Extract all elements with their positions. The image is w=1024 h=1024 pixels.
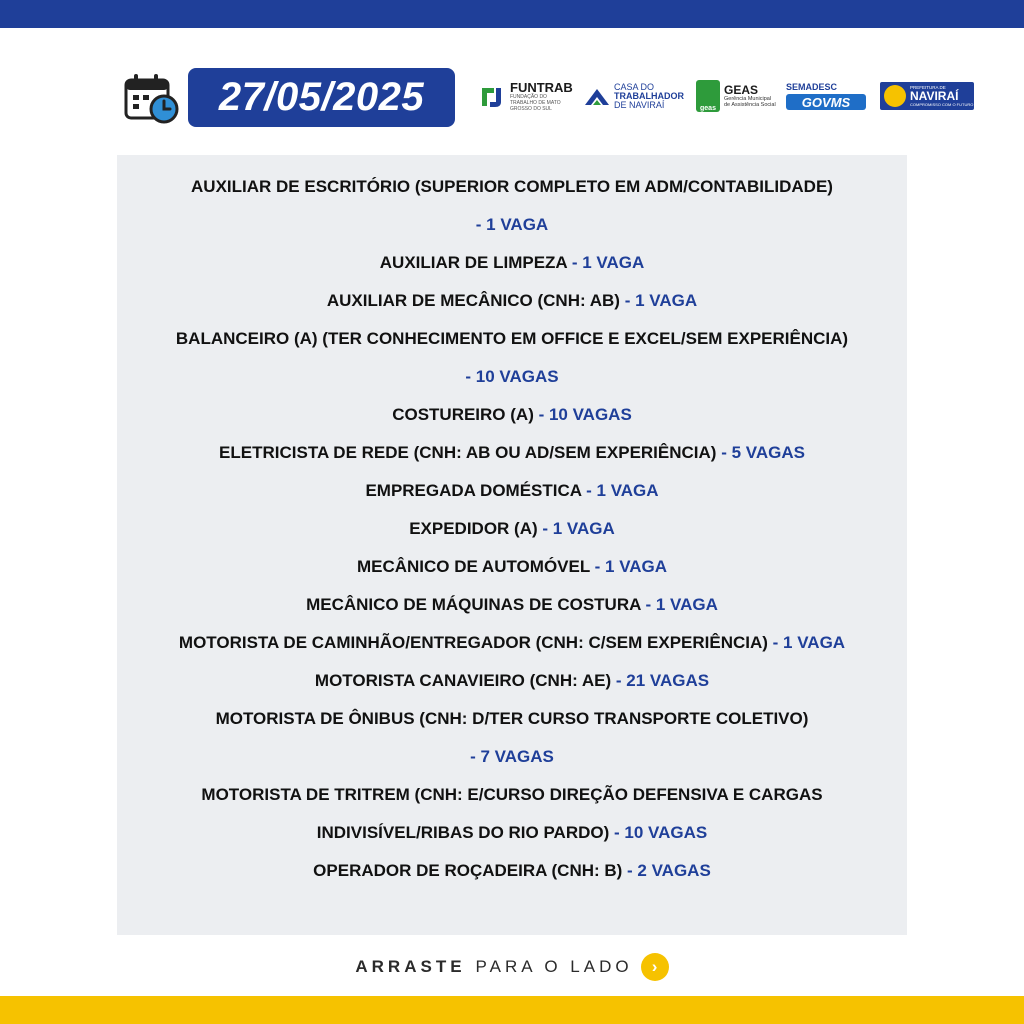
job-title: EMPREGADA DOMÉSTICA [365, 481, 587, 500]
funtrab-logo [478, 74, 573, 118]
partner-logos [478, 74, 978, 118]
date-badge: 27/05/2025 [188, 68, 455, 127]
casa-trabalhador-logo [584, 74, 688, 118]
house-icon [584, 85, 610, 107]
job-vacancies: - 1 VAGA [624, 291, 698, 310]
job-vacancies: - 21 VAGAS [615, 671, 710, 690]
job-line [0, 776, 1024, 814]
job-title: COSTUREIRO (A) [392, 405, 539, 424]
job-vacancies: - 2 VAGAS [627, 861, 711, 880]
chevron-right-icon[interactable]: › [641, 953, 669, 981]
job-title: MOTORISTA DE ÔNIBUS (CNH: D/TER CURSO TRANSPORTE COLETIVO) [215, 709, 809, 728]
calendar-clock-icon [124, 72, 180, 126]
casa-line3: DE NAVIRAÍ [614, 99, 665, 110]
job-title: MOTORISTA DE TRITREM (CNH: E/CURSO DIREÇÃO DEFENSIVA E CARGAS [201, 785, 823, 804]
geas-logo [696, 74, 778, 118]
swipe-hint[interactable] [0, 952, 1024, 982]
job-line [0, 852, 1024, 890]
job-title: OPERADOR DE ROÇADEIRA (CNH: B) [313, 861, 628, 880]
job-line [0, 434, 1024, 472]
job-line [0, 814, 1024, 852]
job-vacancies: - 1 VAGA [772, 633, 846, 652]
navirai-seal-icon [884, 85, 906, 107]
job-title: MOTORISTA DE CAMINHÃO/ENTREGADOR (CNH: C/SEM EXPERIÊNCIA) [178, 633, 773, 652]
geas-mark-icon: geas [696, 80, 720, 112]
funtrab-name: FUNTRAB [510, 79, 573, 95]
top-bar [0, 0, 1024, 28]
geas-sub1: Gerência Municipal [724, 96, 772, 102]
geas-sub2: de Assistência Social [724, 102, 776, 108]
job-title: EXPEDIDOR (A) [409, 519, 543, 538]
navirai-logo [880, 74, 974, 118]
job-vacancies: - 1 VAGA [542, 519, 615, 538]
job-title: MECÂNICO DE MÁQUINAS DE COSTURA [306, 595, 646, 614]
job-title: MOTORISTA CANAVIEIRO (CNH: AE) [314, 671, 616, 690]
navirai-name: NAVIRAÍ [910, 89, 959, 103]
job-vacancies: - 10 VAGAS [538, 405, 632, 424]
job-title: AUXILIAR DE MECÂNICO (CNH: AB) [326, 291, 625, 310]
job-line [0, 738, 1024, 776]
job-vacancies: - 1 VAGA [594, 557, 668, 576]
semadesc-govms-logo [786, 74, 868, 118]
job-vacancies: - 1 VAGA [571, 253, 645, 272]
govms-label: GOVMS [786, 94, 866, 110]
job-line [0, 168, 1024, 206]
job-title: BALANCEIRO (A) (TER CONHECIMENTO EM OFFICE E EXCEL/SEM EXPERIÊNCIA) [175, 329, 849, 348]
semadesc-label: SEMADESC [786, 82, 838, 92]
job-title: ELETRICISTA DE REDE (CNH: AB OU AD/SEM EXPERIÊNCIA) [219, 443, 722, 462]
job-vacancies: - 5 VAGAS [721, 443, 805, 462]
job-line [0, 396, 1024, 434]
bottom-bar [0, 996, 1024, 1024]
funtrab-mark-icon [478, 82, 506, 110]
job-vacancies: - 10 VAGAS [614, 823, 708, 842]
job-line [0, 510, 1024, 548]
job-line [0, 662, 1024, 700]
job-line [0, 358, 1024, 396]
swipe-hint-bold: ARRASTE [355, 957, 466, 976]
job-line [0, 472, 1024, 510]
casa-line1: CASA DO [614, 81, 655, 92]
swipe-hint-rest: PARA O LADO [475, 957, 633, 976]
job-line [0, 548, 1024, 586]
job-title: INDIVISÍVEL/RIBAS DO RIO PARDO) [316, 823, 614, 842]
job-line [0, 586, 1024, 624]
job-line [0, 700, 1024, 738]
job-line [0, 624, 1024, 662]
job-line [0, 282, 1024, 320]
job-title: AUXILIAR DE LIMPEZA [379, 253, 572, 272]
job-line [0, 206, 1024, 244]
navirai-pre: PREFEITURA DE [910, 85, 946, 90]
job-vacancies: - 1 VAGA [475, 215, 549, 234]
job-title: AUXILIAR DE ESCRITÓRIO (SUPERIOR COMPLETO EM ADM/CONTABILIDADE) [191, 177, 833, 196]
job-vacancies: - 1 VAGA [586, 481, 659, 500]
funtrab-sub: FUNDAÇÃO DO TRABALHO DE MATO GROSSO DO SUL [510, 93, 561, 112]
job-line [0, 320, 1024, 358]
job-vacancies: - 10 VAGAS [465, 367, 559, 386]
geas-name: GEAS [724, 83, 759, 97]
casa-line2: TRABALHADOR [614, 90, 684, 101]
job-title: MECÂNICO DE AUTOMÓVEL [356, 557, 595, 576]
job-line [0, 244, 1024, 282]
job-vacancies: - 7 VAGAS [470, 747, 554, 766]
navirai-sub: COMPROMISSO COM O FUTURO [910, 102, 974, 107]
job-vacancies: - 1 VAGA [645, 595, 718, 614]
